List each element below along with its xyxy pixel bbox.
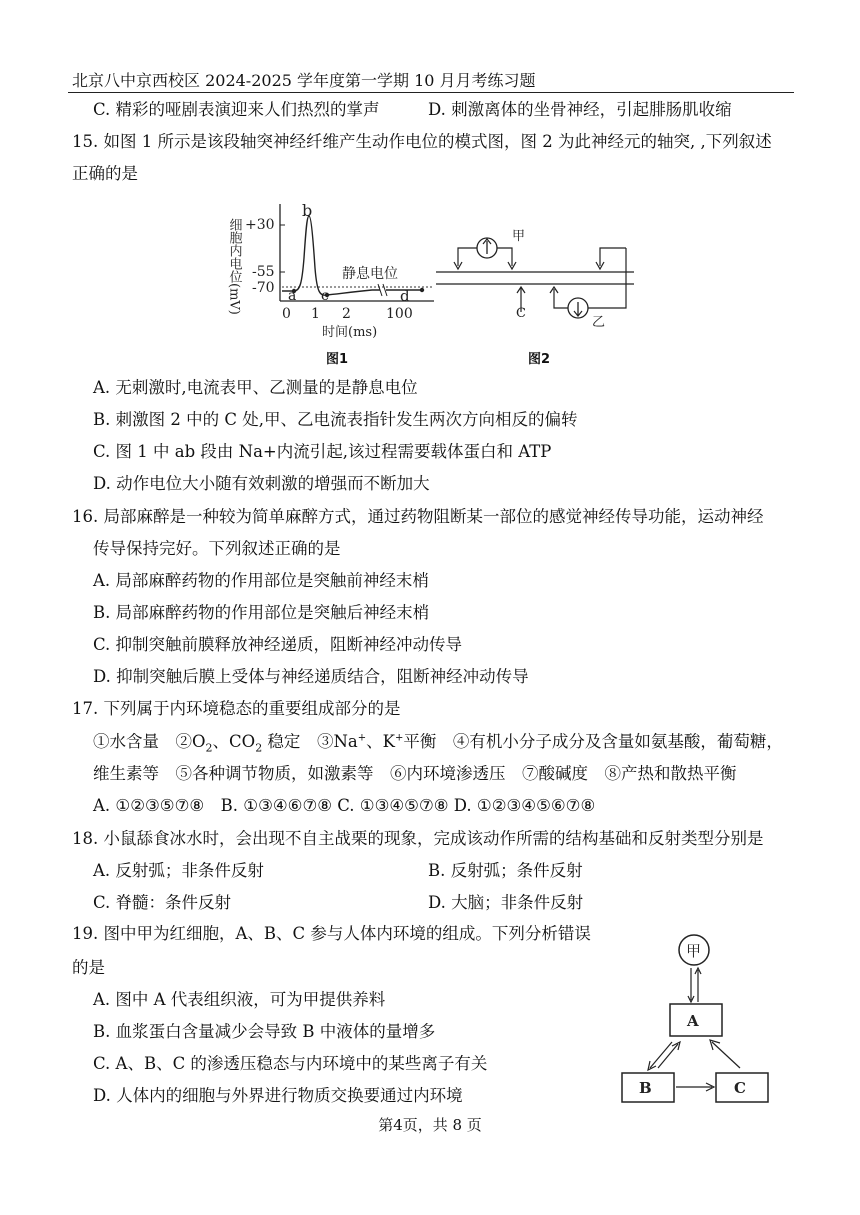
figure-2-axon-meters <box>432 222 642 334</box>
q17-stem: 17. 下列属于内环境稳态的重要组成部分的是 <box>72 699 401 718</box>
q17-item-3: ③Na+、K+平衡 <box>316 732 437 751</box>
q16-stem-line2: 传导保持完好。下列叙述正确的是 <box>93 539 341 558</box>
page-footer: 第4页，共 8 页 <box>378 1116 482 1134</box>
q19-option-d: D. 人体内的细胞与外界进行物质交换要通过内环境 <box>93 1086 463 1105</box>
q16-option-a: A. 局部麻醉药物的作用部位是突触前神经末梢 <box>93 571 429 590</box>
fig1-point-c: c <box>321 288 329 304</box>
q19-option-c: C. A、B、C 的渗透压稳态与内环境中的某些离子有关 <box>93 1054 488 1073</box>
q14-option-c: C. 精彩的哑剧表演迎来人们热烈的掌声 <box>93 100 380 119</box>
q15-option-b: B. 刺激图 2 中的 C 处,甲、乙电流表指针发生两次方向相反的偏转 <box>93 410 578 429</box>
q18-option-c: C. 脊髓：条件反射 <box>93 893 232 912</box>
q19-stem-line2: 的是 <box>72 958 105 977</box>
fig1-point-b: b <box>302 201 313 220</box>
fig1-xtick-0: 0 <box>282 306 291 322</box>
fig1-xtick-1: 1 <box>311 306 320 322</box>
fig2-meter-yi: 乙 <box>592 315 606 330</box>
page-header: 北京八中京西校区 2024-2025 学年度第一学期 10 月月考练习题 <box>72 71 536 90</box>
fig1-ylabel: 细胞内电位(mV) <box>226 218 242 315</box>
q19-cell-jia: 甲 <box>686 942 702 960</box>
figure-1-action-potential <box>222 198 440 346</box>
fig1-ytick-30: +30 <box>245 217 275 233</box>
header-rule <box>68 92 794 93</box>
q19-box-a: A <box>687 1012 699 1030</box>
q17-items-line2: 维生素等 ⑤各种调节物质，如激素等 ⑥内环境渗透压 ⑦酸碱度 ⑧产热和散热平衡 <box>93 764 737 783</box>
q16-option-c: C. 抑制突触前膜释放神经递质，阻断神经冲动传导 <box>93 635 463 654</box>
q18-option-a: A. 反射弧；非条件反射 <box>93 861 264 880</box>
fig1-point-a: a <box>288 288 297 304</box>
q17-item-1: ①水含量 <box>93 732 159 751</box>
q15-stem-line2: 正确的是 <box>72 164 138 183</box>
q15-option-a: A. 无刺激时,电流表甲、乙测量的是静息电位 <box>93 378 418 397</box>
fig2-meter-jia: 甲 <box>512 229 526 244</box>
q19-option-a: A. 图中 A 代表组织液，可为甲提供养料 <box>93 990 386 1009</box>
q18-option-b: B. 反射弧；条件反射 <box>428 861 583 880</box>
fig2-stim-c: C <box>516 306 526 321</box>
q18-option-d: D. 大脑；非条件反射 <box>428 893 584 912</box>
q19-stem-line1: 19. 图中甲为红细胞，A、B、C 参与人体内环境的组成。下列分析错误 <box>72 924 591 943</box>
q14-option-d: D. 刺激离体的坐骨神经，引起腓肠肌收缩 <box>428 100 732 119</box>
q17-item-2: $②O_2$、$CO_2$ 稳定 <box>175 732 301 755</box>
q15-option-d: D. 动作电位大小随有效刺激的增强而不断加大 <box>93 474 430 493</box>
q16-stem-line1: 16. 局部麻醉是一种较为简单麻醉方式，通过药物阻断某一部位的感觉神经传导功能，运动神经 <box>72 507 764 526</box>
q15-option-c: C. 图 1 中 ab 段由 Na+内流引起,该过程需要载体蛋白和 ATP <box>93 442 552 461</box>
fig1-xtick-2: 2 <box>342 306 351 322</box>
q17-items-line1 <box>93 731 783 753</box>
q17-item-4: ④有机小分子成分及含量如氨基酸，葡萄糖， <box>452 732 783 751</box>
fig2-caption: 图2 <box>528 352 551 367</box>
q15-stem-line1: 15. 如图 1 所示是该段轴突神经纤维产生动作电位的模式图，图 2 为此神经元的轴突, ,下列叙述 <box>72 132 772 151</box>
fig1-xtick-100: 100 <box>386 306 413 322</box>
q19-fluid-diagram <box>610 930 795 1106</box>
q16-option-d: D. 抑制突触后膜上受体与神经递质结合，阻断神经冲动传导 <box>93 667 529 686</box>
fig1-rest-label: 静息电位 <box>342 266 398 282</box>
q19-box-b: B <box>639 1079 652 1097</box>
fig1-xlabel: 时间(ms) <box>322 325 378 340</box>
q19-box-c: C <box>734 1079 746 1097</box>
fig1-ytick-55: -55 <box>252 264 275 280</box>
fig1-ytick-70: -70 <box>252 280 275 296</box>
q18-stem: 18. 小鼠舔食冰水时，会出现不自主战栗的现象，完成该动作所需的结构基础和反射类型分别是 <box>72 829 764 848</box>
q16-option-b: B. 局部麻醉药物的作用部位是突触后神经末梢 <box>93 603 430 622</box>
fig1-point-d: d <box>400 287 410 305</box>
q17-options: A. ①②③⑤⑦⑧ B. ①③④⑥⑦⑧ C. ①③④⑤⑦⑧ D. ①②③④⑤⑥⑦⑧ <box>93 796 596 815</box>
fig1-caption: 图1 <box>326 352 349 367</box>
q19-option-b: B. 血浆蛋白含量减少会导致 B 中液体的量增多 <box>93 1022 436 1041</box>
